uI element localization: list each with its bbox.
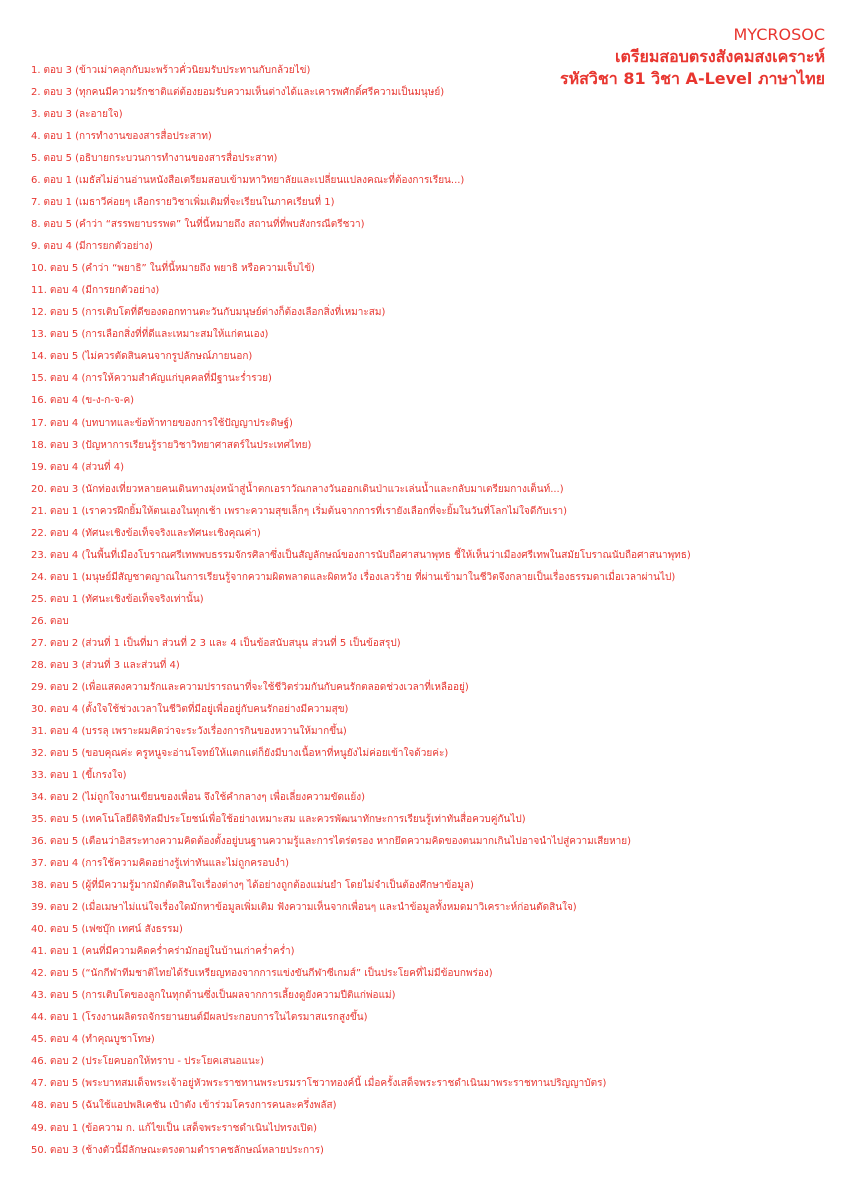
answer-item: [31, 324, 828, 346]
answer-number: 39.: [31, 902, 47, 914]
answer-number: 38.: [31, 880, 47, 892]
answer-number: 18.: [31, 439, 47, 451]
answer-item: [31, 192, 828, 214]
answer-text: ตอบ 1 (ข้อความ ก. แก้ไขเป็น เสด็จพระราชดำเนินไปทรงเปิด): [49, 1122, 318, 1134]
answer-number: 23.: [31, 549, 47, 561]
answer-item: [31, 346, 828, 368]
answer-text: ตอบ 4 (ในพื้นที่เมืองโบราณศรีเทพพบธรรมจักรศิลาซึ่งเป็นสัญลักษณ์ของการนับถือศาสนาพุทธ ชี้ให้เห็นว่าเมืองศรีเทพในสมัยโบราณนับถือศาสนาพุทธ): [49, 549, 691, 561]
answer-number: 33.: [31, 770, 47, 781]
answer-number: 35.: [31, 814, 47, 826]
answer-text: ตอบ 5 (การเลือกสิ่งที่ที่ดีและเหมาะสมให้แก่ตนเอง): [49, 329, 269, 341]
answer-number: 11.: [31, 285, 47, 297]
answer-number: 41.: [31, 946, 47, 958]
answer-text: ตอบ 2 (เมื่อเมษาไม่แน่ใจเรื่องใดมักหาข้อมูลเพิ่มเติม ฟังความเห็นจากเพื่อนๆ และนำข้อมูลทั้งหมดมาวิเคราะห์ก่อนตัดสินใจ): [49, 902, 577, 914]
answer-text: ตอบ 3 (ละอายใจ): [43, 109, 123, 121]
answer-text: ตอบ 5 (อธิบายกระบวนการทำงานของสารสื่อประสาท): [43, 153, 278, 165]
answer-text: ตอบ 5 (คำว่า “พยาธิ” ในที่นี้หมายถึง พยาธิ หรือความเจ็บไข้): [49, 263, 315, 275]
answer-item: [31, 413, 828, 435]
answer-number: 7.: [31, 197, 41, 209]
answer-number: 48.: [31, 1100, 47, 1112]
answer-item: [31, 236, 828, 258]
answer-item: [31, 589, 828, 611]
answer-number: 31.: [31, 725, 47, 737]
answer-text: ตอบ 1 (คนที่มีความคิดคร่ำคร่ามักอยู่ในบ้านเก่าคร่ำคร่ำ): [49, 946, 295, 958]
answer-text: ตอบ 5 (พระบาทสมเด็จพระเจ้าอยู่หัวพระราชทานพระบรมราโชวาทองค์นี้ เมื่อครั้งเสด็จพระราชดำเนินมาพระราชทานปริญญาบัตร): [49, 1078, 607, 1090]
answer-text: ตอบ 4 (มีการยกตัวอย่าง): [43, 241, 153, 253]
answer-number: 49.: [31, 1122, 47, 1134]
answer-number: 14.: [31, 351, 47, 363]
answer-text: ตอบ 4 (ทำคุณบูชาโทษ): [49, 1034, 155, 1046]
answer-item: [31, 941, 828, 963]
answer-item: [31, 963, 828, 985]
answer-number: 25.: [31, 593, 47, 605]
answer-text: ตอบ 2 (ประโยคบอกให้ทราบ - ประโยคเสนอแนะ): [49, 1056, 265, 1068]
answer-number: 24.: [31, 571, 47, 583]
answer-item: [31, 677, 828, 699]
answer-number: 28.: [31, 659, 47, 671]
answer-item: [31, 523, 828, 545]
answer-item: [31, 919, 828, 941]
answer-number: 44.: [31, 1012, 47, 1024]
answer-item: [31, 368, 828, 390]
answer-item: [31, 875, 828, 897]
answer-number: 20.: [31, 483, 47, 495]
answer-number: 27.: [31, 637, 47, 649]
answer-text: ตอบ: [49, 615, 69, 627]
answer-item: [31, 170, 828, 192]
answer-number: 17.: [31, 417, 47, 429]
answer-item: [31, 214, 828, 236]
answer-number: 37.: [31, 858, 47, 870]
answer-text: ตอบ 1 (โรงงานผลิตรถจักรยานยนต์มีผลประกอบการในไตรมาสแรกสูงขึ้น): [49, 1012, 368, 1024]
answer-number: 5.: [31, 153, 41, 165]
answer-number: 4.: [31, 131, 41, 143]
answer-item: [31, 853, 828, 875]
answer-item: [31, 1140, 828, 1162]
answer-item: [31, 765, 828, 787]
answer-item: [31, 655, 828, 677]
answer-number: 40.: [31, 924, 47, 936]
answer-number: 9.: [31, 241, 41, 253]
answer-number: 50.: [31, 1144, 47, 1156]
answer-item: [31, 280, 828, 302]
answer-text: ตอบ 3 (ปัญหาการเรียนรู้รายวิชาวิทยาศาสตร์ในประเทศไทย): [49, 439, 312, 451]
answer-text: ตอบ 5 (“นักกีฬาทีมชาติไทยได้รับเหรียญทองจากการแข่งขันกีฬาซีเกมส์” เป็นประโยคที่ไม่มีข้อบกพร่อง): [49, 968, 493, 980]
answer-text: ตอบ 5 (เทคโนโลยีดิจิทัลมีประโยชน์เพื่อใช้อย่างเหมาะสม และควรพัฒนาทักษะการเรียนรู้เท่าทันสื่อควบคู่กันไป): [49, 814, 526, 826]
answer-text: ตอบ 5 (เตือนว่าอิสระทางความคิดต้องตั้งอยู่บนฐานความรู้และการไตร่ตรอง หากยึดความคิดของตนมากเกินไปอาจนำไปสู่ความเสียหาย): [49, 836, 632, 848]
answer-text: ตอบ 5 (ขอบคุณค่ะ ครูหนูจะอ่านโจทย์ให้แตกแต่ก็ยังมีบางเนื้อหาที่หนูยังไม่ค่อยเข้าใจด้วยค่ะ): [49, 747, 449, 759]
answer-number: 13.: [31, 329, 47, 341]
answer-item: [31, 60, 828, 82]
answer-number: 3.: [31, 109, 41, 121]
document-subtitle: รหัสวิชา 81 วิชา A-Level ภาษาไทย: [560, 69, 825, 88]
answer-text: ตอบ 3 (ช้างตัวนี้มีลักษณะตรงตามตำราคชลักษณ์หลายประการ): [49, 1144, 324, 1156]
answer-item: [31, 743, 828, 765]
answer-item: [31, 126, 828, 148]
answer-text: ตอบ 4 (ทัศนะเชิงข้อเท็จจริงและทัศนะเชิงคุณค่า): [49, 527, 261, 539]
answer-number: 30.: [31, 703, 47, 715]
answer-text: ตอบ 5 (การเติบโตของลูกในทุกด้านซึ่งเป็นผลจากการเลี้ยงดูยังความปีติแก่พ่อแม่): [49, 990, 396, 1002]
answer-item: [31, 258, 828, 280]
answer-item: [31, 721, 828, 743]
answer-item: [31, 148, 828, 170]
answer-number: 2.: [31, 87, 41, 99]
answer-item: [31, 611, 828, 633]
answer-number: 1.: [31, 65, 41, 76]
answer-item: [31, 1051, 828, 1073]
answer-item: [31, 390, 828, 412]
answer-item: [31, 787, 828, 809]
answer-text: ตอบ 1 (เราควรฝึกยิ้มให้ตนเองในทุกเช้า เพราะความสุขเล็กๆ เริ่มต้นจากการที่เรายังเลือกที่จะยิ้มในวันที่โลกไม่ใจดีกับเรา): [49, 505, 568, 517]
answer-item: [31, 1095, 828, 1117]
answer-item: [31, 302, 828, 324]
answer-text: ตอบ 1 (ทัศนะเชิงข้อเท็จจริงเท่านั้น): [49, 593, 204, 605]
answer-number: 34.: [31, 792, 47, 804]
answer-item: [31, 985, 828, 1007]
answer-item: [31, 1118, 828, 1140]
answer-item: [31, 1007, 828, 1029]
answer-number: 12.: [31, 307, 47, 319]
answer-item: [31, 82, 828, 104]
answer-item: [31, 1073, 828, 1095]
answer-text: ตอบ 3 (ส่วนที่ 3 และส่วนที่ 4): [49, 659, 180, 671]
brand-name: MYCROSOC: [733, 25, 825, 44]
answer-text: ตอบ 5 (ไม่ควรตัดสินคนจากรูปลักษณ์ภายนอก): [49, 351, 253, 363]
answer-text: ตอบ 3 (ข้าวเม่าคลุกกับมะพร้าวคั่วนิยมรับประทานกับกล้วยไข่): [43, 65, 311, 76]
answer-number: 26.: [31, 615, 47, 627]
answer-number: 15.: [31, 373, 47, 385]
document-title: เตรียมสอบตรงสังคมสงเคราะห์: [615, 47, 825, 66]
answer-number: 16.: [31, 395, 47, 407]
answer-number: 45.: [31, 1034, 47, 1046]
answer-text: ตอบ 2 (เพื่อแสดงความรักและความปรารถนาที่จะใช้ชีวิตร่วมกันกับคนรักตลอดช่วงเวลาที่เหลืออยู่): [49, 681, 469, 693]
answer-number: 8.: [31, 219, 41, 231]
answer-key-list: [31, 60, 828, 1162]
answer-number: 6.: [31, 175, 41, 187]
answer-number: 21.: [31, 505, 47, 517]
answer-item: [31, 633, 828, 655]
answer-text: ตอบ 5 (เฟซบุ๊ก เทศน์ สังธรรม): [49, 924, 183, 936]
answer-text: ตอบ 1 (เมธัสไม่อ่านอ่านหนังสือเตรียมสอบเข้ามหาวิทยาลัยและเปลี่ยนแปลงคณะที่ต้องการเรียน...): [43, 175, 465, 187]
answer-text: ตอบ 4 (ข-ง-ก-จ-ค): [49, 395, 135, 407]
answer-item: [31, 104, 828, 126]
answer-item: [31, 897, 828, 919]
answer-item: [31, 699, 828, 721]
answer-text: ตอบ 3 (ทุกคนมีความรักชาติแต่ต้องยอมรับความเห็นต่างได้และเคารพศักดิ์ศรีความเป็นมนุษย์): [43, 87, 445, 99]
answer-text: ตอบ 1 (มนุษย์มีสัญชาตญาณในการเรียนรู้จากความผิดพลาดและผิดหวัง เรื่องเลวร้าย ที่ผ่านเข้ามาในชีวิตจึงกลายเป็นเรื่องธรรมดาเมื่อเวลาผ่านไป): [49, 571, 676, 583]
answer-text: ตอบ 1 (การทำงานของสารสื่อประสาท): [43, 131, 212, 143]
answer-number: 47.: [31, 1078, 47, 1090]
answer-text: ตอบ 4 (บรรลุ เพราะผมคิดว่าจะระวังเรื่องการกินของหวานให้มากขึ้น): [49, 725, 347, 737]
answer-number: 42.: [31, 968, 47, 980]
answer-number: 10.: [31, 263, 47, 275]
answer-item: [31, 809, 828, 831]
answer-number: 22.: [31, 527, 47, 539]
answer-text: ตอบ 1 (ขี้เกรงใจ): [49, 770, 127, 781]
answer-text: ตอบ 5 (คำว่า “สรรพยาบรรพต” ในที่นี้หมายถึง สถานที่ที่พบสังกรณีตรีชวา): [43, 219, 365, 231]
answer-item: [31, 479, 828, 501]
answer-text: ตอบ 5 (ฉันใช้แอปพลิเคชัน เป๋าตัง เข้าร่วมโครงการคนละครึ่งพลัส): [49, 1100, 337, 1112]
answer-item: [31, 1029, 828, 1051]
answer-text: ตอบ 4 (การใช้ความคิดอย่างรู้เท่าทันและไม่ถูกครอบงำ): [49, 858, 290, 870]
answer-item: [31, 545, 828, 567]
answer-text: ตอบ 4 (มีการยกตัวอย่าง): [49, 285, 160, 297]
answer-number: 19.: [31, 461, 47, 473]
answer-number: 29.: [31, 681, 47, 693]
answer-number: 36.: [31, 836, 47, 848]
answer-item: [31, 501, 828, 523]
answer-item: [31, 831, 828, 853]
answer-text: ตอบ 4 (การให้ความสำคัญแก่บุคคลที่มีฐานะร่ำรวย): [49, 373, 272, 385]
answer-item: [31, 457, 828, 479]
answer-number: 43.: [31, 990, 47, 1002]
answer-text: ตอบ 1 (เมธาวีค่อยๆ เลือกรายวิชาเพิ่มเติมที่จะเรียนในภาคเรียนที่ 1): [43, 197, 335, 209]
answer-text: ตอบ 2 (ไม่ถูกใจงานเขียนของเพื่อน จึงใช้คำกลางๆ เพื่อเลี่ยงความขัดแย้ง): [49, 792, 366, 804]
answer-number: 32.: [31, 747, 47, 759]
answer-text: ตอบ 3 (นักท่องเที่ยวหลายคนเดินทางมุ่งหน้าสู่น้ำตกเอราวัณกลางวันออกเดินป่าแวะเล่นน้ำและกลับมาเตรียมกางเต็นท์...): [49, 483, 564, 495]
answer-text: ตอบ 4 (บทบาทและข้อท้าทายของการใช้ปัญญาประดิษฐ์): [49, 417, 293, 429]
answer-text: ตอบ 4 (ส่วนที่ 4): [49, 461, 124, 473]
answer-text: ตอบ 5 (ผู้ที่มีความรู้มากมักตัดสินใจเรื่องต่างๆ ได้อย่างถูกต้องแม่นยำ โดยไม่จำเป็นต้องศึกษาข้อมูล): [49, 880, 474, 892]
answer-item: [31, 435, 828, 457]
answer-item: [31, 567, 828, 589]
answer-text: ตอบ 2 (ส่วนที่ 1 เป็นที่มา ส่วนที่ 2 3 และ 4 เป็นข้อสนับสนุน ส่วนที่ 5 เป็นข้อสรุป): [49, 637, 401, 649]
answer-text: ตอบ 5 (การเติบโตที่ดีของดอกทานตะวันกับมนุษย์ต่างก็ต้องเลือกสิ่งที่เหมาะสม): [49, 307, 386, 319]
answer-text: ตอบ 4 (ตั้งใจใช้ช่วงเวลาในชีวิตที่มีอยู่เพื่ออยู่กับคนรักอย่างมีความสุข): [49, 703, 349, 715]
answer-number: 46.: [31, 1056, 47, 1068]
